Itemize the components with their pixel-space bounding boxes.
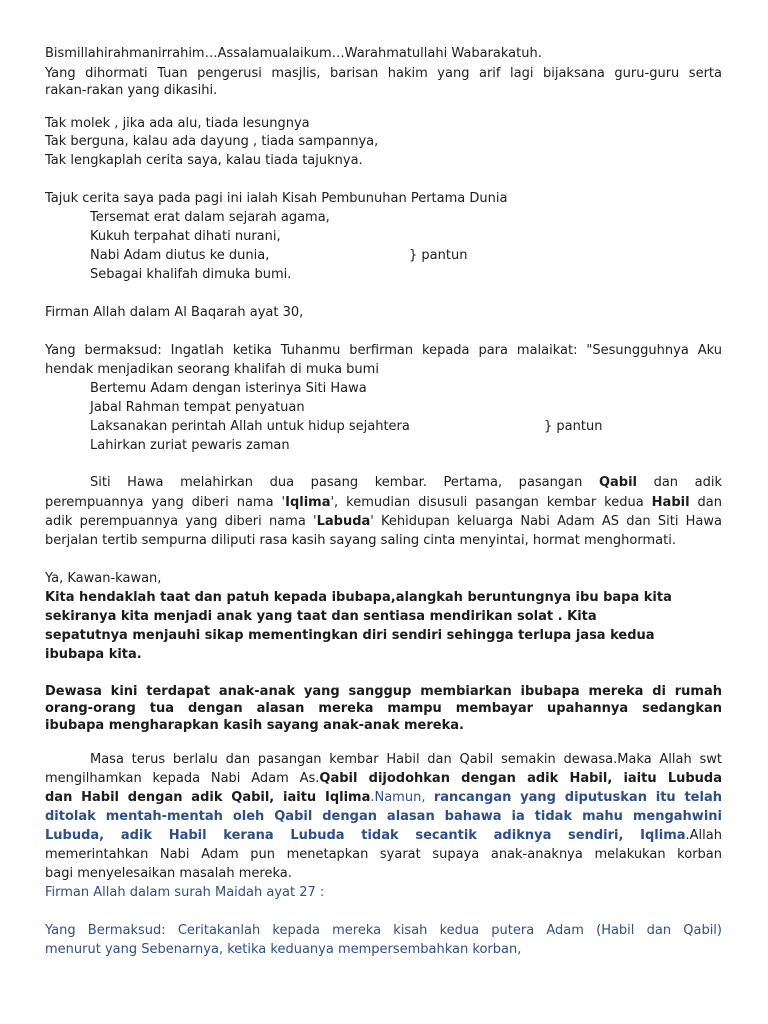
pantun1-line-3: Nabi Adam diutus ke dunia, (90, 248, 270, 263)
para1-line-4: berjalan tertib sempurna diliputi rasa kasih sayang saling cinta menyintai, hormat menghormati. (45, 533, 676, 548)
bold2-line-2: orang-orang tua dengan alasan mereka mampu membayar upahannya sedangkan (45, 701, 722, 716)
pantun2-tag: } pantun (544, 419, 603, 434)
bold1-line-1: Kita hendaklah taat dan patuh kepada ibubapa,alangkah beruntungnya ibu bapa kita (45, 590, 672, 605)
pantun1-tag: } pantun (409, 248, 468, 263)
title-line: Tajuk cerita saya pada pagi ini ialah Kisah Pembunuhan Pertama Dunia (45, 191, 508, 206)
para1-line-1: Siti Hawa melahirkan dua pasang kembar. Pertama, pasangan Qabil dan adik (90, 475, 722, 490)
bold1-line-3: sepatutnya menjauhi sikap mementingkan diri sendiri sehingga terlupa jasa kedua (45, 628, 655, 643)
para2-line-2: mengilhamkan kepada Nabi Adam As.Qabil dijodohkan dengan adik Habil, iaitu Lubuda (45, 771, 722, 786)
maksud2-line-2: menurut yang Sebenarnya, ketika keduanya mempersembahkan korban, (45, 942, 522, 957)
firman2: Firman Allah dalam surah Maidah ayat 27 : (45, 885, 325, 900)
opening-pantun-line-1: Tak molek , jika ada alu, tiada lesungnya (45, 116, 310, 131)
bold1-line-2: sekiranya kita menjadi anak yang taat dan sentiasa mendirikan solat . Kita (45, 609, 597, 624)
firman1: Firman Allah dalam Al Baqarah ayat 30, (45, 305, 304, 320)
salute: Ya, Kawan-kawan, (45, 571, 162, 586)
para2-line-7: bagi menyelesaikan masalah mereka. (45, 866, 292, 881)
para2-line-4: ditolak mentah-mentah oleh Qabil dengan alasan bahawa ia tidak mahu mengahwini (45, 809, 722, 824)
intro-line-1: Yang dihormati Tuan pengerusi masjlis, barisan hakim yang arif lagi bijaksana guru-guru serta (45, 66, 722, 81)
greeting: Bismillahirahmanirrahim…Assalamualaikum…Warahmatullahi Wabarakatuh. (45, 46, 542, 61)
para2-line-3: dan Habil dengan adik Qabil, iaitu Iqlima.Namun, rancangan yang diputuskan itu telah (45, 790, 722, 805)
bold2-line-1: Dewasa kini terdapat anak-anak yang sanggup membiarkan ibubapa mereka di rumah (45, 684, 722, 699)
opening-pantun-line-2: Tak berguna, kalau ada dayung , tiada sampannya, (45, 134, 379, 149)
para2-line-5: Lubuda, adik Habil kerana Lubuda tidak secantik adiknya sendiri, Iqlima.Allah (45, 828, 722, 843)
maksud1-line-2: hendak menjadikan seorang khalifah di muka bumi (45, 362, 379, 377)
pantun1-line-2: Kukuh terpahat dihati nurani, (90, 229, 281, 244)
para1-line-2: perempuannya yang diberi nama 'Iqlima', kemudian disusuli pasangan kembar kedua Habil dan (45, 495, 722, 510)
pantun2-line-3: Laksanakan perintah Allah untuk hidup sejahtera (90, 419, 410, 434)
para2-line-1: Masa terus berlalu dan pasangan kembar Habil dan Qabil semakin dewasa.Maka Allah swt (90, 752, 722, 767)
para2-line-6: memerintahkan Nabi Adam pun menetapkan syarat supaya anak-anaknya melakukan korban (45, 847, 722, 862)
pantun1-line-4: Sebagai khalifah dimuka bumi. (90, 267, 292, 282)
maksud1-line-1: Yang bermaksud: Ingatlah ketika Tuhanmu berfirman kepada para malaikat: "Sesungguhnya Aku (45, 343, 722, 358)
para1-line-3: adik perempuannya yang diberi nama 'Labuda' Kehidupan keluarga Nabi Adam AS dan Siti Hawa (45, 514, 722, 529)
pantun1-line-1: Tersemat erat dalam sejarah agama, (90, 210, 330, 225)
pantun2-line-2: Jabal Rahman tempat penyatuan (90, 400, 305, 415)
pantun2-line-1: Bertemu Adam dengan isterinya Siti Hawa (90, 381, 367, 396)
opening-pantun-line-3: Tak lengkaplah cerita saya, kalau tiada tajuknya. (45, 153, 363, 168)
bold2-line-3: ibubapa mengharapkan kasih sayang anak-anak mereka. (45, 718, 464, 733)
maksud2-line-1: Yang Bermaksud: Ceritakanlah kepada mereka kisah kedua putera Adam (Habil dan Qabil) (45, 923, 722, 938)
bold1-line-4: ibubapa kita. (45, 647, 142, 662)
pantun2-line-4: Lahirkan zuriat pewaris zaman (90, 438, 290, 453)
intro-line-2: rakan-rakan yang dikasihi. (45, 83, 218, 98)
